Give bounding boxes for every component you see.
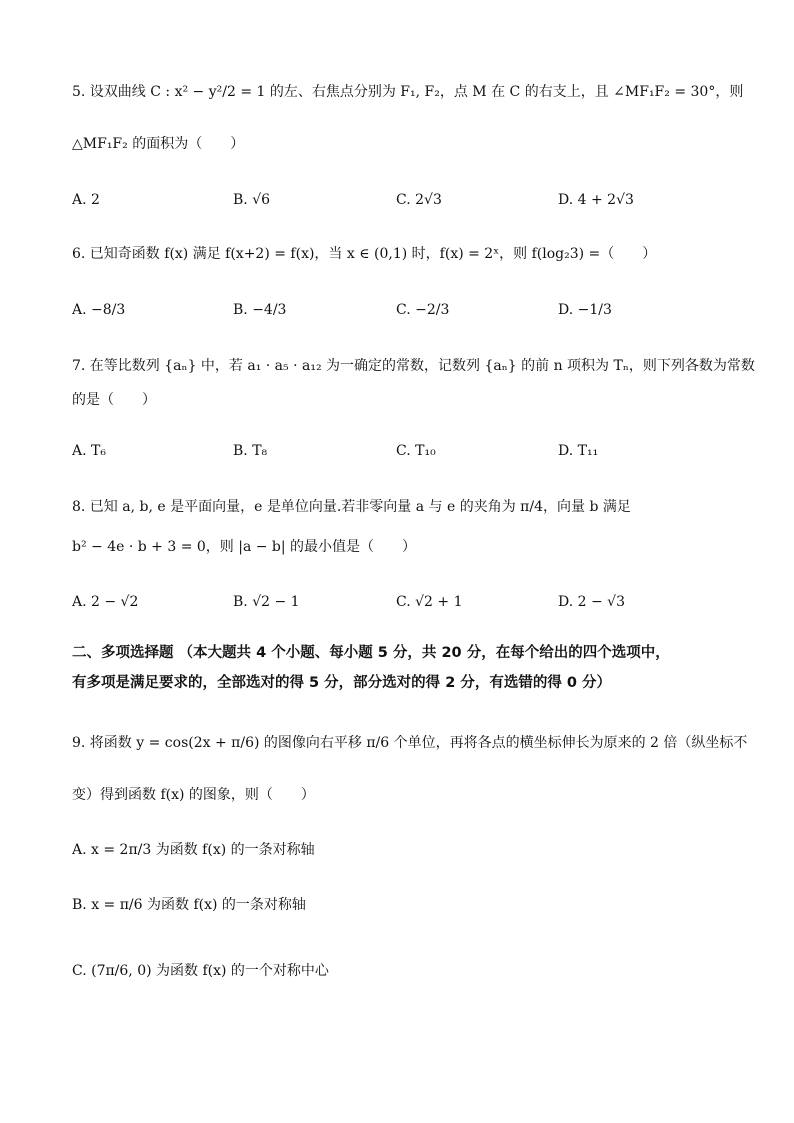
q6-stem: 6. 已知奇函数 f(x) 满足 f(x+2) = f(x)，当 x ∈ (0,1) 时，f(x) = 2ˣ，则 f(log₂3) =（ ） (72, 246, 657, 262)
q6-option-a: A. −8/3 (72, 302, 126, 318)
q7-option-d: D. T₁₁ (558, 443, 599, 459)
q8-stem-line2: b² − 4e · b + 3 = 0，则 |a − b| 的最小值是（ ） (72, 539, 417, 555)
q6-option-b: B. −4/3 (233, 302, 287, 318)
section-heading-line1: 二、多项选择题 （本大题共 4 个小题、每小题 5 分，共 20 分，在每个给出的四个选项中， (72, 645, 670, 661)
section-heading-line2: 有多项是满足要求的，全部选对的得 5 分，部分选对的得 2 分，有选错的得 0 分） (72, 675, 612, 691)
q8-stem-line1: 8. 已知 a, b, e 是平面向量，e 是单位向量.若非零向量 a 与 e 的夹角为 π/4，向量 b 满足 (72, 499, 631, 515)
section-heading-multiple-choice (72, 638, 722, 698)
q5-stem-line2: △MF₁F₂ 的面积为（ ） (72, 136, 245, 152)
q7-option-c: C. T₁₀ (396, 443, 436, 459)
q5-option-d: D. 4 + 2√3 (558, 192, 634, 208)
q9-stem-line2: 变）得到函数 f(x) 的图象，则（ ） (72, 787, 315, 803)
q7-option-a: A. T₆ (72, 443, 106, 459)
q5-stem-line1: 5. 设双曲线 C : x² − y²/2 = 1 的左、右焦点分别为 F₁, F₂，点 M 在 C 的右支上，且 ∠MF₁F₂ = 30°，则 (72, 84, 744, 100)
q7-stem-line2: 的是（ ） (72, 392, 156, 408)
q7-stem-line1: 7. 在等比数列 {aₙ} 中，若 a₁ · a₅ · a₁₂ 为一确定的常数，记数列 {aₙ} 的前 n 项积为 Tₙ，则下列各数为常数 (72, 358, 755, 374)
q5-option-b: B. √6 (233, 192, 271, 208)
q5-option-c: C. 2√3 (396, 192, 442, 208)
q8-option-d: D. 2 − √3 (558, 594, 625, 610)
q9-option-a: A. x = 2π/3 为函数 f(x) 的一条对称轴 (72, 842, 315, 858)
q9-stem-line1: 9. 将函数 y = cos(2x + π/6) 的图像向右平移 π/6 个单位，再将各点的横坐标伸长为原来的 2 倍（纵坐标不 (72, 735, 748, 751)
q8-option-c: C. √2 + 1 (396, 594, 463, 610)
q6-option-c: C. −2/3 (396, 302, 450, 318)
q8-option-a: A. 2 − √2 (72, 594, 139, 610)
q9-option-b: B. x = π/6 为函数 f(x) 的一条对称轴 (72, 897, 306, 913)
q9-option-c: C. (7π/6, 0) 为函数 f(x) 的一个对称中心 (72, 963, 329, 979)
q5-option-a: A. 2 (72, 192, 100, 208)
q8-option-b: B. √2 − 1 (233, 594, 300, 610)
q7-option-b: B. T₈ (233, 443, 268, 459)
q6-option-d: D. −1/3 (558, 302, 612, 318)
